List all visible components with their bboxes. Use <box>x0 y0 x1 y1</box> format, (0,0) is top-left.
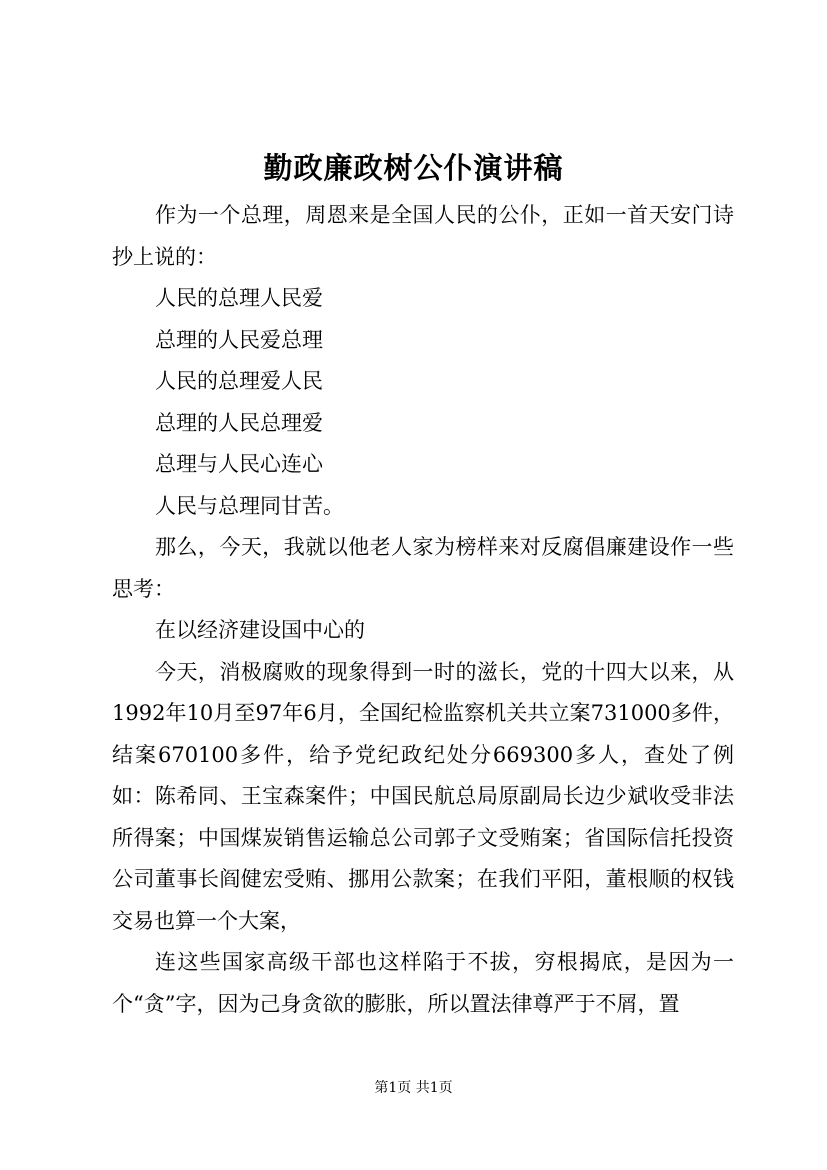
paragraph-greed: 连这些国家高级干部也这样陷于不拔，穷根揭底，是因为一个“贪”字，因为己身贪欲的膨胀，所以置法律尊严于不屑，置 <box>112 950 734 1016</box>
page-footer: 第1页 共1页 <box>374 1080 453 1096</box>
poem-line-3: 人民的总理爱人民 <box>155 369 323 393</box>
document-body <box>112 195 734 1025</box>
poem-line-2: 总理的人民爱总理 <box>155 327 323 352</box>
poem-line-5: 总理与人民心连心 <box>155 452 323 476</box>
paragraph-economic-construction: 在以经济建设国中心的 <box>155 618 365 642</box>
document-title: 勤政廉政树公仆演讲稿 <box>263 151 564 185</box>
poem-line-4: 总理的人民总理爱 <box>155 410 323 435</box>
paragraph-corruption-cases: 今天，消极腐败的现象得到一时的滋长，党的十四大以来，从1992年10月至97年6月，全国纪检监察机关共立案731000多件，结案670100多件，给予党纪政纪处分669300多人，查处了例如：陈希同、王宝森案件；中国民航总局原副局长边少斌收受非法所得案；中国煤炭销售运输总公司郭子文受贿案；省国际信托投资公司董事长阎健宏受贿、挪用公款案；在我们平阳，董根顺的权钱交易也算一个大案， <box>112 659 734 933</box>
poem-line-1: 人民的总理人民爱 <box>155 286 323 310</box>
poem-line-6: 人民与总理同甘苦。 <box>155 493 344 518</box>
paragraph-reflection: 那么，今天，我就以他老人家为榜样来对反腐倡廉建设作一些思考： <box>112 535 734 601</box>
paragraph-intro: 作为一个总理，周恩来是全国人民的公仆，正如一首天安门诗抄上说的： <box>112 203 734 269</box>
